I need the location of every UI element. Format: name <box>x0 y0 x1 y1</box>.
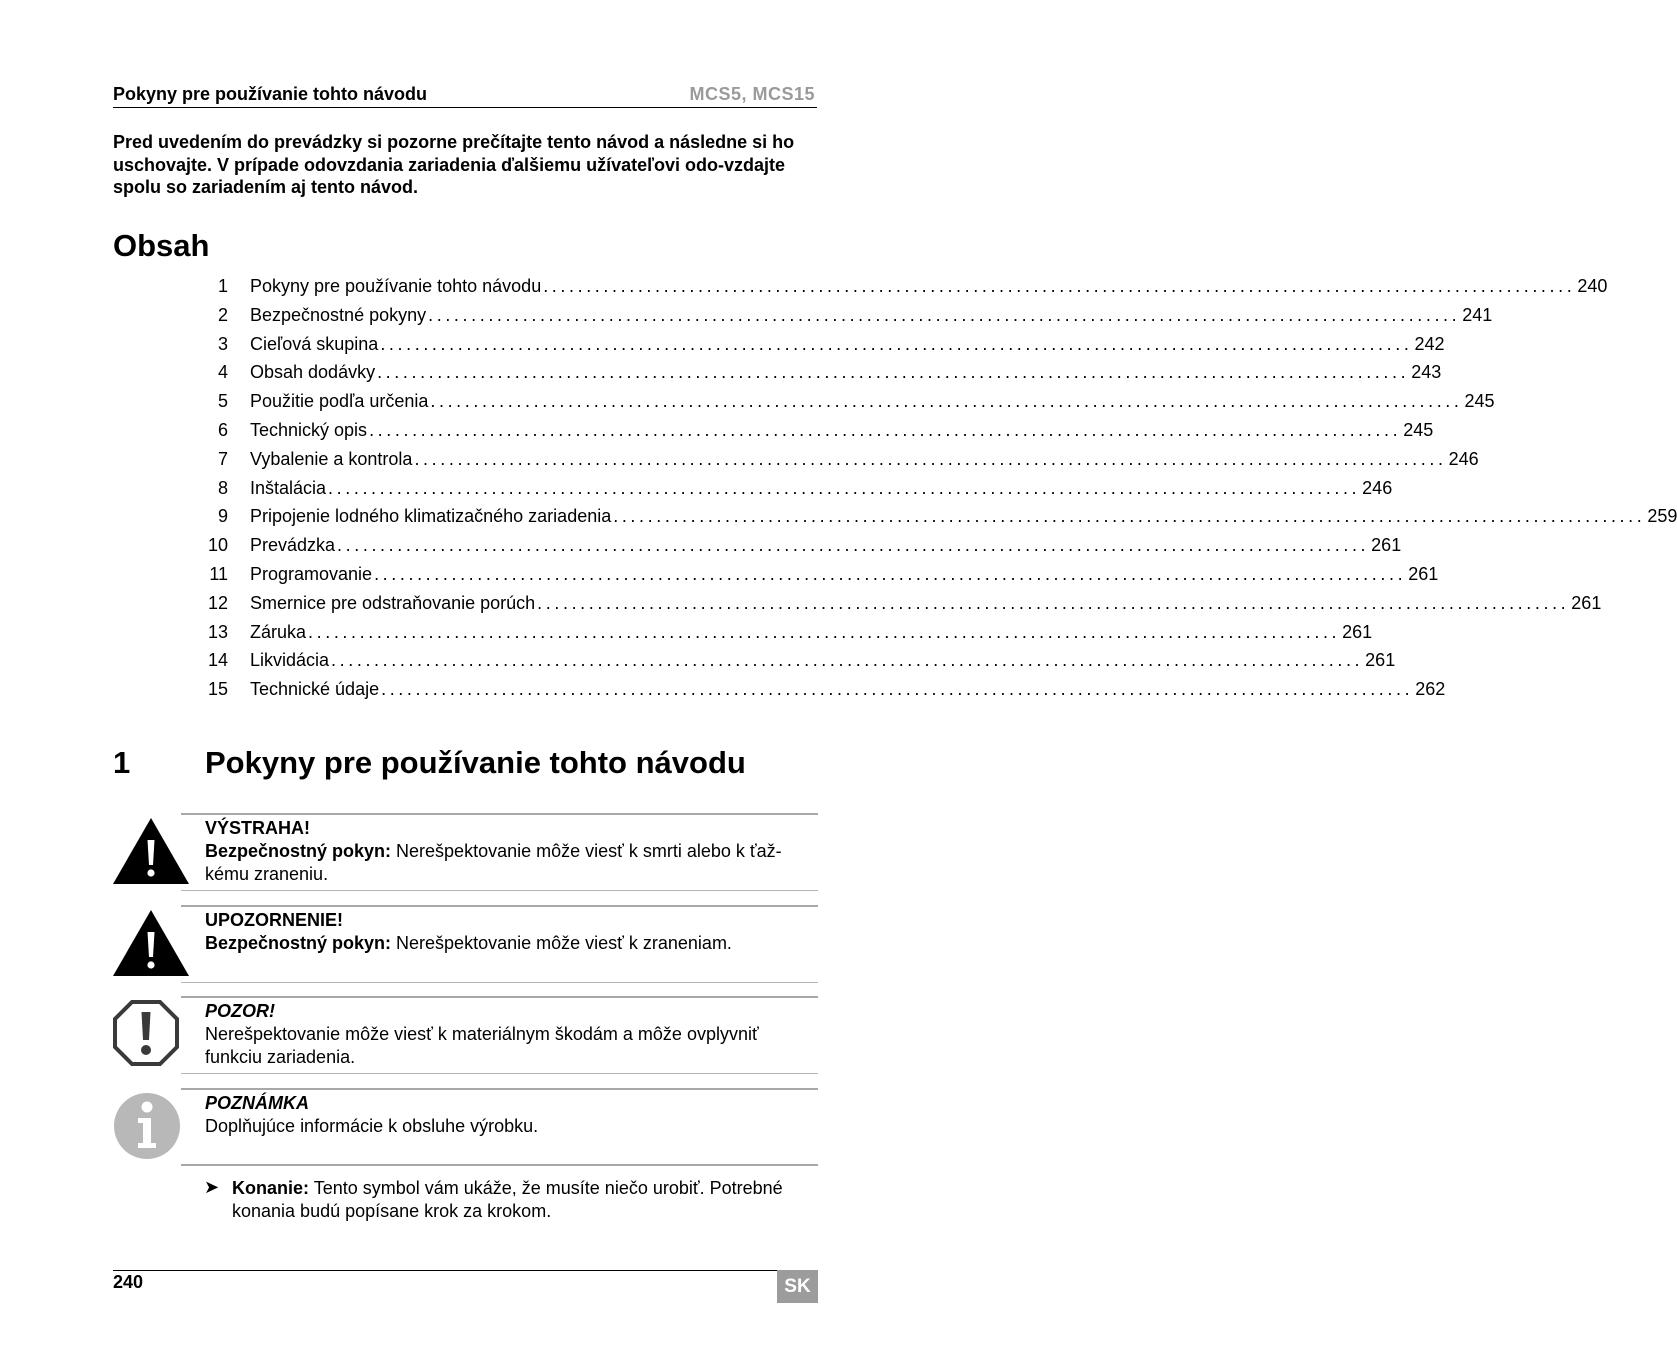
toc-entry-number: 10 <box>207 535 228 556</box>
toc-entry[interactable] <box>200 448 1479 478</box>
toc-entry-page: 246 <box>1362 477 1393 498</box>
octagon-exclamation-icon <box>113 1000 179 1071</box>
note-rule <box>181 982 818 983</box>
toc-leader-dots: ........................................................................................................................ <box>331 650 1364 671</box>
toc-leader-dots: ........................................................................................................................ <box>380 333 1413 354</box>
toc-entry-label: Vybalenie a kontrola <box>250 448 413 469</box>
toc-leader-dots: ........................................................................................................................ <box>377 362 1410 383</box>
action-body: Tento symbol vám ukáže, že musíte niečo urobiť. Potrebné konania budú popísane krok za krokom. <box>232 1178 783 1221</box>
toc-entry-number: 5 <box>217 391 228 412</box>
toc-entry-page: 261 <box>1342 621 1373 642</box>
toc-entry-label: Záruka <box>250 621 307 642</box>
toc-entry[interactable] <box>200 276 1608 305</box>
toc-entry[interactable] <box>200 419 1434 449</box>
toc-leader-dots: ........................................................................................................................ <box>543 276 1576 296</box>
toc-entry-number: 11 <box>209 563 228 584</box>
toc-entry-page: 240 <box>1577 276 1608 296</box>
caution-heading: UPOZORNENIE! <box>205 910 344 930</box>
toc-entry-label: Bezpečnostné pokyny <box>250 304 427 325</box>
toc-entry-number: 12 <box>207 592 228 613</box>
note-rule <box>181 1164 818 1166</box>
notice-heading: POZOR! <box>205 1001 275 1021</box>
note-rule <box>181 996 818 998</box>
toc-entry-label: Technický opis <box>250 419 368 440</box>
table-of-contents <box>200 276 1677 708</box>
toc-entry-page: 245 <box>1403 419 1434 440</box>
warning-triangle-icon <box>113 818 189 889</box>
toc-leader-dots: ........................................................................................................................ <box>430 391 1463 412</box>
toc-entry-number: 1 <box>217 276 228 296</box>
section-number: 1 <box>113 745 131 780</box>
action-text <box>232 1177 822 1222</box>
toc-leader-dots: ........................................................................................................................ <box>613 506 1646 527</box>
language-badge: SK <box>777 1270 818 1303</box>
toc-entry[interactable] <box>200 563 1439 593</box>
info-text: Doplňujúce informácie k obsluhe výrobku. <box>205 1116 539 1136</box>
toc-leader-dots: ........................................................................................................................ <box>328 477 1361 498</box>
warning-triangle-icon <box>113 910 189 981</box>
toc-entry-page: 261 <box>1371 535 1402 556</box>
info-icon <box>113 1092 181 1165</box>
toc-entry-page: 241 <box>1462 304 1493 325</box>
caution-body: Nerešpektovanie môže viesť k zraneniam. <box>391 933 732 953</box>
toc-entry[interactable] <box>200 679 1446 708</box>
section-title: Pokyny pre používanie tohto návodu <box>205 745 746 780</box>
toc-entry-number: 2 <box>217 304 228 325</box>
toc-entry-label: Inštalácia <box>250 477 327 498</box>
toc-leader-dots: ........................................................................................................................ <box>337 535 1370 556</box>
header-rule <box>113 107 817 108</box>
toc-entry[interactable] <box>200 650 1396 679</box>
toc-entry-label: Použitie podľa určenia <box>250 391 429 412</box>
toc-entry-number: 3 <box>217 333 228 354</box>
toc-leader-dots: ........................................................................................................................ <box>308 621 1341 642</box>
toc-entry[interactable] <box>200 506 1677 535</box>
toc-entry[interactable] <box>200 621 1373 651</box>
safety-label: Bezpečnostný pokyn: <box>205 933 392 953</box>
note-rule <box>181 813 818 815</box>
warning-text <box>205 840 819 885</box>
info-heading: POZNÁMKA <box>205 1093 309 1113</box>
toc-entry-label: Technické údaje <box>250 679 380 700</box>
toc-leader-dots: ........................................................................................................................ <box>381 679 1414 700</box>
note-rule <box>181 905 818 907</box>
toc-entry[interactable] <box>200 362 1442 391</box>
toc-entry-label: Smernice pre odstraňovanie porúch <box>250 592 536 613</box>
note-rule <box>181 1088 818 1090</box>
toc-entry-number: 7 <box>217 448 228 469</box>
page-number: 240 <box>113 1272 144 1292</box>
toc-entry-label: Pokyny pre používanie tohto návodu <box>250 276 542 296</box>
toc-entry-page: 261 <box>1365 650 1396 671</box>
action-label: Konanie: <box>232 1178 310 1198</box>
toc-entry[interactable] <box>200 391 1495 420</box>
toc-entry-label: Obsah dodávky <box>250 362 376 383</box>
running-header-title: Pokyny pre používanie tohto návodu <box>113 84 428 104</box>
toc-leader-dots: ........................................................................................................................ <box>537 592 1570 613</box>
toc-entry-page: 259 <box>1647 506 1677 527</box>
toc-entry-page: 242 <box>1414 333 1445 354</box>
toc-entry-page: 246 <box>1448 448 1479 469</box>
toc-entry-page: 262 <box>1415 679 1446 700</box>
toc-leader-dots: ........................................................................................................................ <box>414 448 1447 469</box>
caution-text <box>205 932 819 955</box>
toc-entry-label: Programovanie <box>250 563 373 584</box>
toc-entry-number: 14 <box>207 650 228 671</box>
toc-entry-number: 6 <box>217 419 228 440</box>
toc-entry-page: 245 <box>1464 391 1495 412</box>
toc-entry[interactable] <box>200 592 1602 622</box>
toc-entry-number: 13 <box>207 621 228 642</box>
toc-title: Obsah <box>113 228 210 263</box>
note-rule <box>181 890 818 891</box>
toc-entry-number: 8 <box>217 477 228 498</box>
toc-entry-number: 9 <box>217 506 228 527</box>
toc-leader-dots: ........................................................................................................................ <box>374 563 1407 584</box>
toc-entry-number: 4 <box>217 362 228 383</box>
safety-label: Bezpečnostný pokyn: <box>205 841 392 861</box>
intro-paragraph: Pred uvedením do prevádzky si pozorne prečítajte tento návod a následne si ho uschovajte. V prípade odovzdania zariadenia ďalšiemu užívateľovi odo-vzdajte spolu so zariadením aj tento návod. <box>113 132 795 197</box>
toc-leader-dots: ........................................................................................................................ <box>428 304 1461 325</box>
note-rule <box>181 1073 818 1074</box>
toc-entry-label: Pripojenie lodného klimatizačného zariadenia <box>250 506 612 527</box>
footer-rule <box>113 1270 817 1271</box>
toc-entry[interactable] <box>200 477 1393 507</box>
arrow-icon: ➤ <box>204 1177 220 1197</box>
toc-entry-page: 261 <box>1571 592 1602 613</box>
toc-entry-label: Cieľová skupina <box>250 333 379 354</box>
toc-entry-label: Likvidácia <box>250 650 330 671</box>
toc-entry-number: 15 <box>207 679 228 700</box>
notice-text: Nerešpektovanie môže viesť k materiálnym škodám a môže ovplyvniť funkciu zariadenia. <box>205 1024 759 1067</box>
toc-entry-page: 261 <box>1408 563 1439 584</box>
toc-entry[interactable] <box>200 304 1493 334</box>
toc-entry-page: 243 <box>1411 362 1442 383</box>
toc-entry[interactable] <box>200 333 1445 363</box>
warning-heading: VÝSTRAHA! <box>205 818 311 838</box>
toc-entry[interactable] <box>200 535 1402 564</box>
warning-body: Nerešpektovanie môže viesť k smrti alebo k ťaž-kému zraneniu. <box>205 841 782 884</box>
toc-leader-dots: ........................................................................................................................ <box>369 419 1402 440</box>
running-header-model: MCS5, MCS15 <box>689 84 815 104</box>
toc-entry-label: Prevádzka <box>250 535 336 556</box>
